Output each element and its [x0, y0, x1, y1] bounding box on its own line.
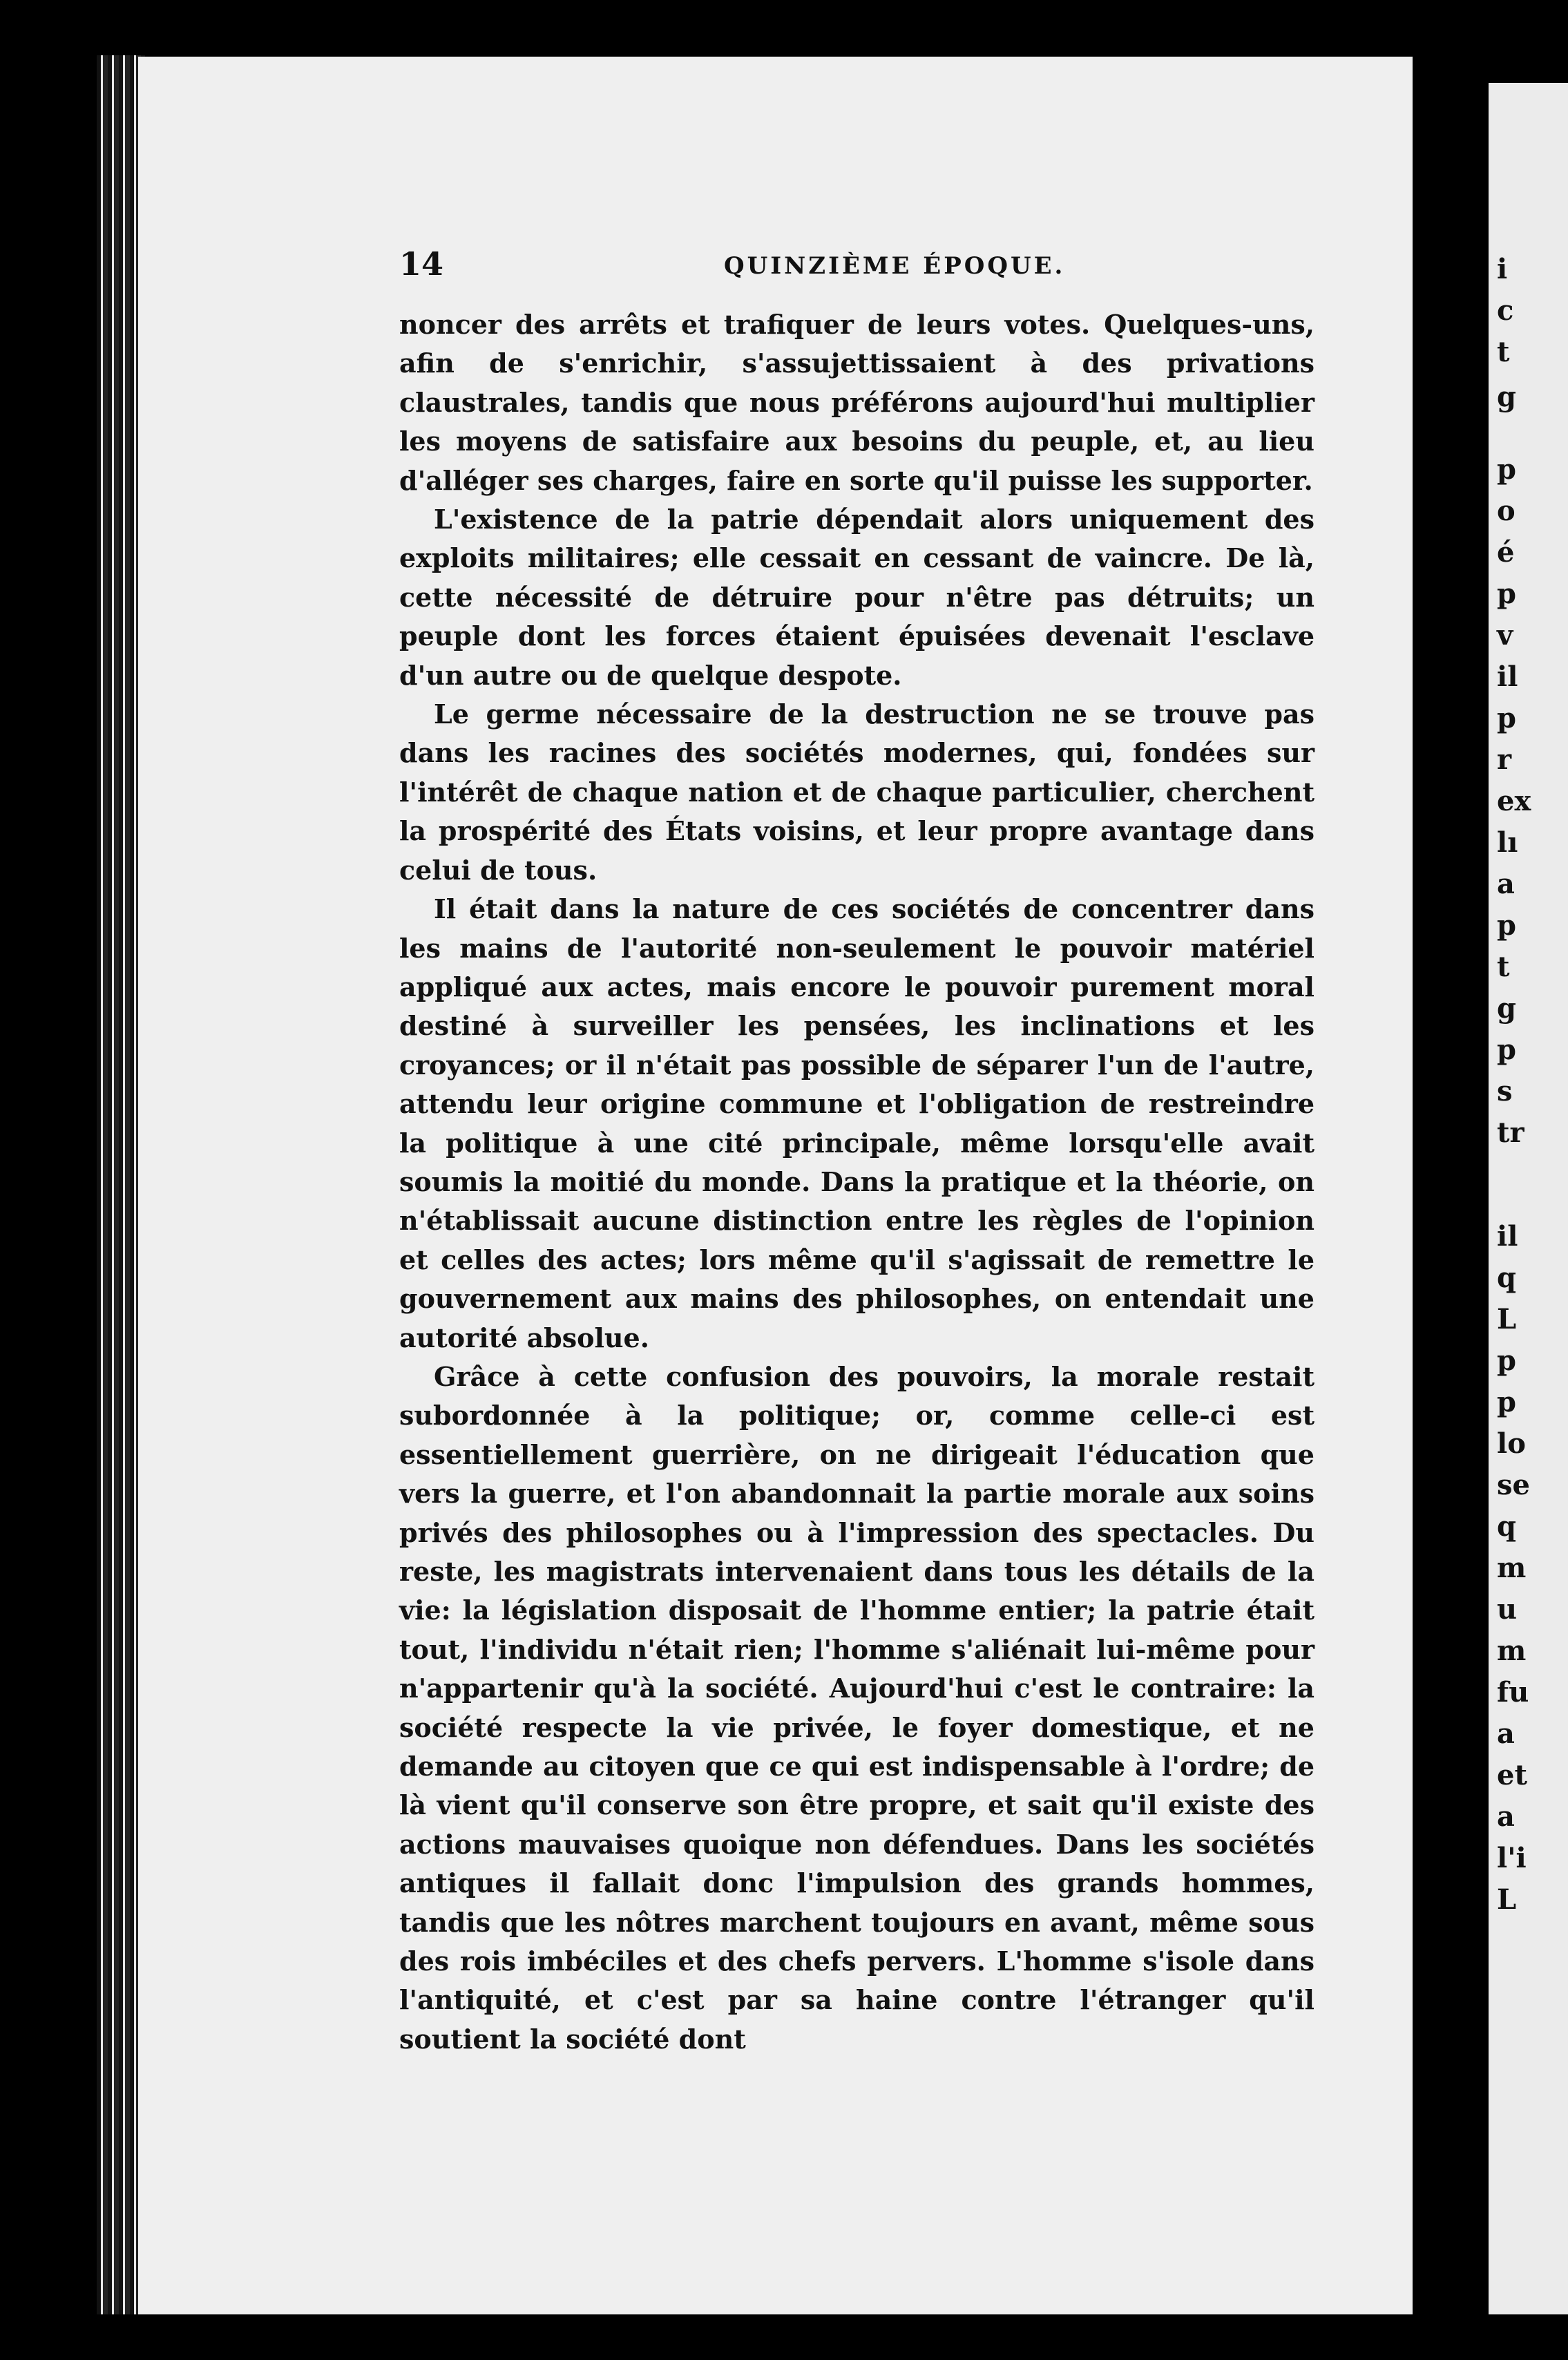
- adjacent-page-fragment: a: [1497, 1717, 1515, 1750]
- adjacent-page-fragment: t: [1497, 951, 1510, 983]
- paragraph: noncer des arrêts et trafiquer de leurs votes. Quelques-uns, afin de s'enrichir, s'assujettissaient à des privations claustrales, tandis que nous préférons aujourd'hui multiplier les moyens de satisfaire aux besoins du peuple, et, au lieu d'alléger ses charges, faire en sorte qu'il puisse les supporter.: [399, 309, 1314, 496]
- adjacent-page-fragment: tr: [1497, 1116, 1524, 1149]
- adjacent-page-fragment: p: [1497, 453, 1516, 486]
- adjacent-page-fragment: g: [1497, 992, 1516, 1025]
- page-number: 14: [399, 245, 444, 283]
- adjacent-page-fragment: p: [1497, 1344, 1516, 1377]
- adjacent-page-fragment: L: [1497, 1883, 1517, 1916]
- adjacent-page-fragment: se: [1497, 1469, 1530, 1501]
- adjacent-page-fragment: t: [1497, 336, 1510, 368]
- running-title: QUINZIÈME ÉPOQUE.: [724, 252, 1066, 280]
- adjacent-page-fragment: c: [1497, 294, 1514, 327]
- adjacent-page-fragment: lo: [1497, 1427, 1526, 1460]
- adjacent-page-fragment: p: [1497, 1034, 1516, 1066]
- adjacent-page-fragment: r: [1497, 743, 1512, 776]
- adjacent-page-fragment: a: [1497, 1800, 1515, 1833]
- adjacent-page-fragment: o: [1497, 495, 1516, 527]
- adjacent-page-fragment: v: [1497, 619, 1513, 651]
- adjacent-page-fragment: m: [1497, 1552, 1527, 1584]
- adjacent-page-fragment: p: [1497, 578, 1516, 610]
- paragraph: Il était dans la nature de ces sociétés de concentrer dans les mains de l'autorité non-seulement le pouvoir matériel appliqué aux actes, mais encore le pouvoir purement moral destiné à surveiller les pensées, les inclinations et les croyances; or il n'était pas possible de séparer l'un de l'autre, attendu leur origine commune et l'obligation de restreindre la politique à une cité principale, même lorsqu'elle avait soumis la moitié du monde. Dans la pratique et la théorie, on n'établissait aucune distinction entre les règles de l'opinion et celles des actes; lors même qu'il s'agissait de remettre le gouvernement aux mains des philosophes, on entendait une autorité absolue.: [399, 893, 1314, 1353]
- body-text: [399, 305, 1314, 2059]
- adjacent-page-fragment: L: [1497, 1303, 1517, 1335]
- adjacent-page-fragment: p: [1497, 1386, 1516, 1418]
- page-header: [399, 245, 1314, 287]
- adjacent-page-fragment: p: [1497, 909, 1516, 942]
- adjacent-page-fragment: l'i: [1497, 1842, 1527, 1874]
- adjacent-page-fragment: et: [1497, 1759, 1527, 1791]
- adjacent-page-fragment: q: [1497, 1262, 1516, 1294]
- paragraph: L'existence de la patrie dépendait alors uniquement des exploits militaires; elle cessait en cessant de vaincre. De là, cette nécessité de détruire pour n'être pas détruits; un peuple dont les forces étaient épuisées devenait l'esclave d'un autre ou de quelque despote.: [399, 504, 1314, 691]
- adjacent-page-fragment: p: [1497, 702, 1516, 734]
- adjacent-page-fragment: il: [1497, 1220, 1518, 1253]
- adjacent-page-fragment: u: [1497, 1593, 1518, 1626]
- adjacent-page-fragment: g: [1497, 381, 1516, 413]
- paragraph: Grâce à cette confusion des pouvoirs, la morale restait subordonnée à la politique; or, comme celle-ci est essentiellement guerrière, on ne dirigeait l'éducation que vers la guerre, et l'on abandonnait la partie morale aux soins privés des philosophes ou à l'impression des spectacles. Du reste, les magistrats intervenaient dans tous les détails de la vie: la législation disposait de l'homme entier; la patrie était tout, l'individu n'était rien; l'homme s'aliénait lui-même pour n'appartenir qu'à la société. Aujourd'hui c'est le contraire: la société respecte la vie privée, le foyer domestique, et ne demande au citoyen que ce qui est indispensable à l'ordre; de là vient qu'il conserve son être propre, et sait qu'il existe des actions mauvaises quoique non défendues. Dans les sociétés antiques il fallait donc l'impulsion des grands hommes, tandis que les nôtres marchent toujours en avant, même sous des rois imbéciles et des chefs pervers. L'homme s'isole dans l'antiquité, et c'est par sa haine contre l'étranger qu'il soutient la société dont: [399, 1360, 1314, 2055]
- paragraph: Le germe nécessaire de la destruction ne se trouve pas dans les racines des sociétés modernes, qui, fondées sur l'intérêt de chaque nation et de chaque particulier, cherchent la prospérité des États voisins, et leur propre avantage dans celui de tous.: [399, 698, 1314, 886]
- adjacent-page-fragment: s: [1497, 1075, 1513, 1107]
- adjacent-page-fragment: il: [1497, 660, 1518, 693]
- adjacent-page-fragment: a: [1497, 868, 1515, 900]
- adjacent-page-fragment: fu: [1497, 1676, 1529, 1709]
- adjacent-page-fragment: q: [1497, 1510, 1516, 1543]
- adjacent-page-fragment: m: [1497, 1635, 1527, 1667]
- adjacent-page-fragment: lı: [1497, 826, 1518, 859]
- adjacent-page-strip: [1489, 83, 1568, 2314]
- adjacent-page-fragment: i: [1497, 253, 1508, 285]
- adjacent-page-fragment: é: [1497, 536, 1515, 569]
- adjacent-page-fragment: ex: [1497, 785, 1531, 817]
